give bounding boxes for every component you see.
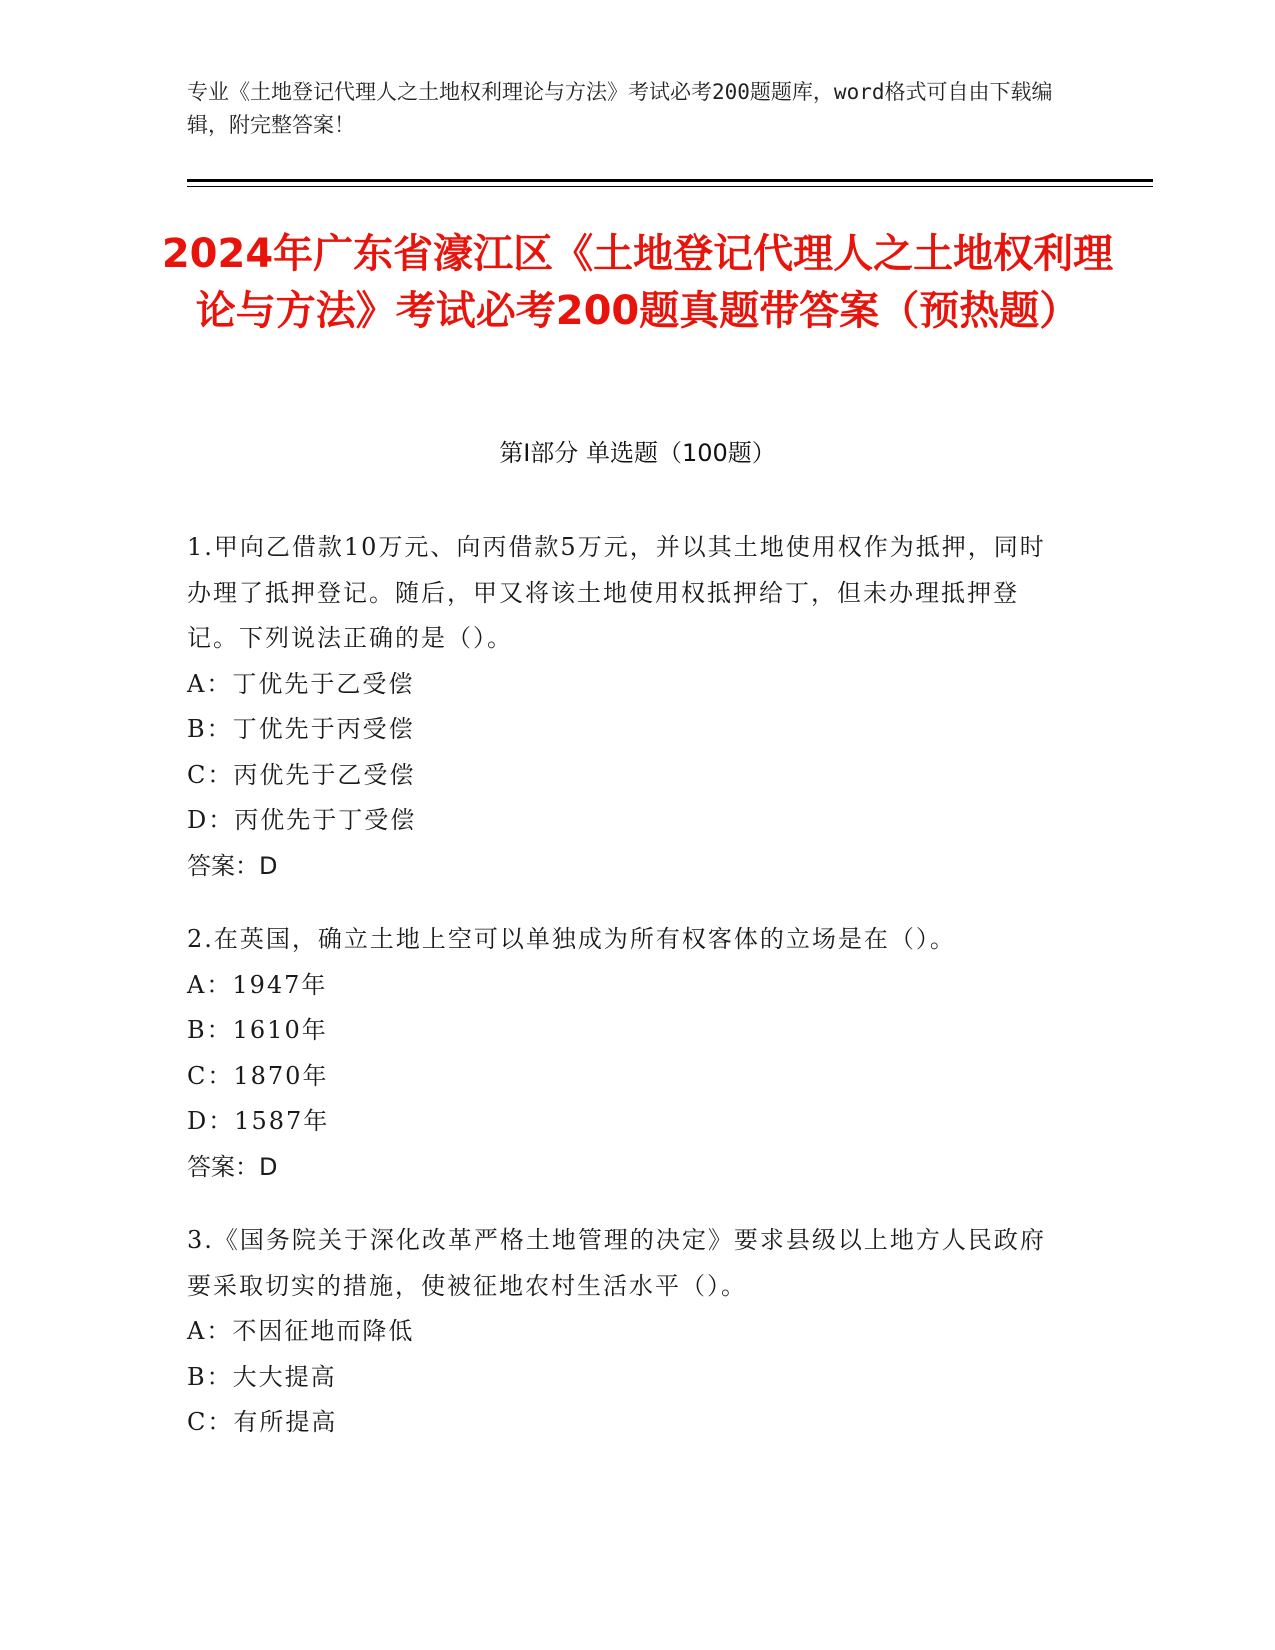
option-b: B：大大提高 — [187, 1362, 337, 1391]
option-c: C：丙优先于乙受偿 — [187, 760, 416, 789]
option-c: C：1870年 — [187, 1061, 329, 1090]
answer-line: 答案：D — [187, 851, 278, 880]
question-2 — [187, 917, 1067, 1190]
question-stem: 3.《国务院关于深化改革严格土地管理的决定》要求县级以上地方人民政府要采取切实的措施，使被征地农村生活水平（）。 — [187, 1226, 1046, 1300]
section-heading: 第I部分 单选题（100题） — [499, 439, 776, 467]
option-b: B：丁优先于丙受偿 — [187, 715, 415, 743]
option-a: A：丁优先于乙受偿 — [187, 669, 415, 698]
header-note: 专业《土地登记代理人之土地权利理论与方法》考试必考200题题库，word格式可自由下载编辑，附完整答案！ — [187, 80, 1053, 137]
option-a: A：不因征地而降低 — [187, 1317, 415, 1345]
document-title: 2024年广东省濠江区《土地登记代理人之土地权利理论与方法》考试必考200题真题带答案（预热题） — [161, 231, 1114, 334]
answer-line: 答案：D — [187, 1152, 278, 1181]
question-1 — [187, 525, 1067, 889]
option-b: B：1610年 — [187, 1016, 328, 1044]
option-d: D：1587年 — [187, 1107, 330, 1135]
question-stem: 1.甲向乙借款10万元、向丙借款5万元，并以其土地使用权作为抵押，同时办理了抵押登记。随后，甲又将该土地使用权抵押给丁，但未办理抵押登记。下列说法正确的是（）。 — [187, 533, 1046, 652]
header-rule-thick — [187, 179, 1153, 182]
option-a: A：1947年 — [187, 970, 328, 999]
question-3 — [187, 1218, 1067, 1446]
question-stem: 2.在英国，确立土地上空可以单独成为所有权客体的立场是在（）。 — [187, 925, 956, 953]
header-rule-thin — [187, 186, 1153, 187]
option-c: C：有所提高 — [187, 1408, 338, 1436]
question-list — [187, 525, 1067, 1474]
option-d: D：丙优先于丁受偿 — [187, 806, 417, 834]
